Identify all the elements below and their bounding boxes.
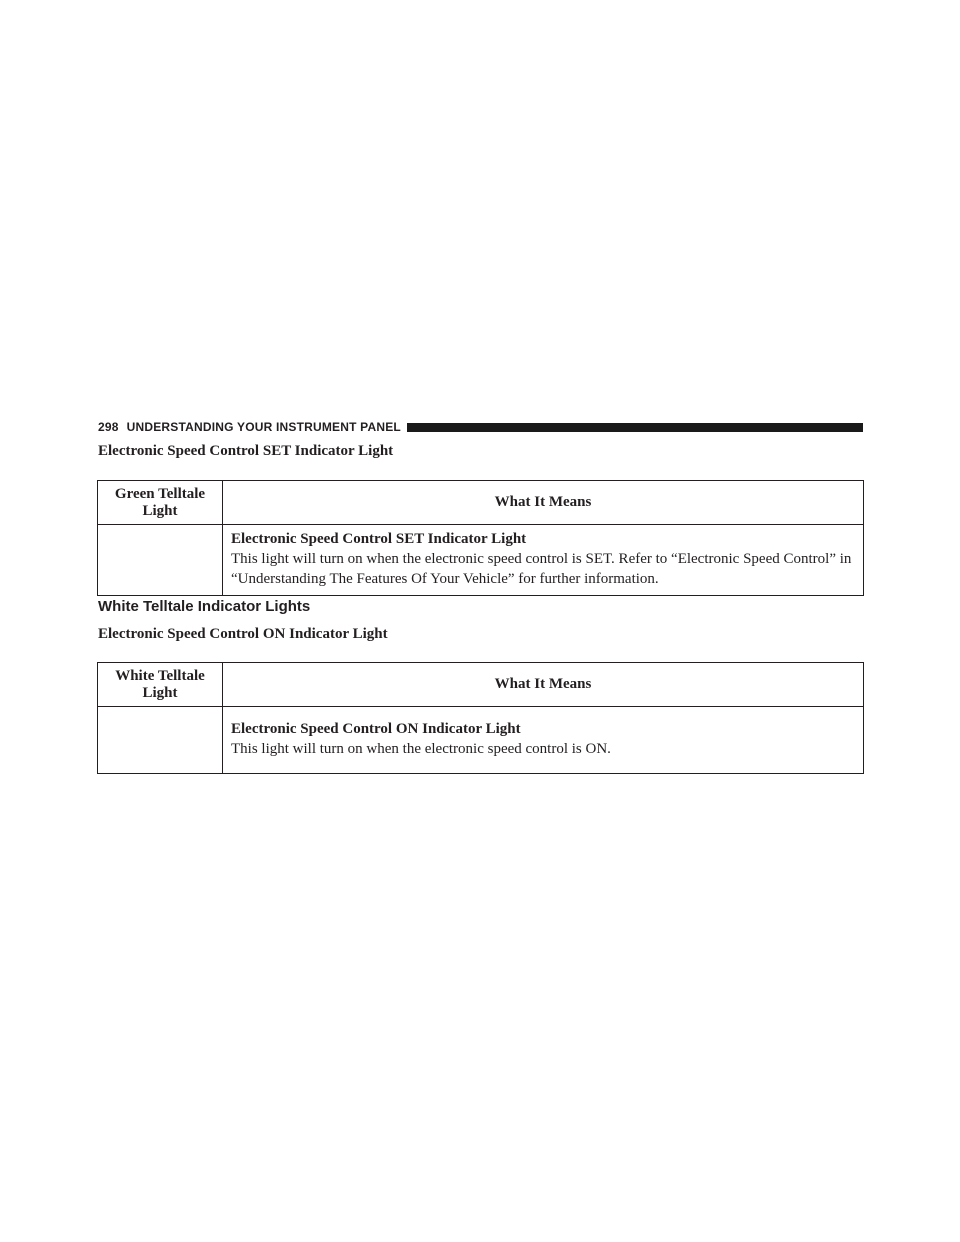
column-header-meaning: What It Means — [223, 481, 864, 525]
table-row — [98, 707, 864, 774]
column-header-telltale: White Telltale Light — [98, 663, 223, 707]
column-header-telltale: Green Telltale Light — [98, 481, 223, 525]
green-telltale-table — [97, 480, 864, 596]
white-telltale-heading: White Telltale Indicator Lights — [98, 598, 311, 615]
telltale-symbol-cell — [98, 525, 223, 596]
header-rule — [407, 423, 863, 432]
table-header-row — [98, 481, 864, 525]
row-title: Electronic Speed Control ON Indicator Light — [231, 721, 521, 737]
row-description: This light will turn on when the electronic speed control is SET. Refer to “Electronic Speed Control” in “Understanding The Features Of Your Vehicle” for further information. — [231, 551, 852, 587]
meaning-cell — [223, 707, 864, 774]
white-telltale-table — [97, 662, 864, 774]
meaning-cell — [223, 525, 864, 596]
section-title-set-indicator: Electronic Speed Control SET Indicator Light — [98, 443, 394, 459]
row-description: This light will turn on when the electronic speed control is ON. — [231, 741, 611, 757]
row-title: Electronic Speed Control SET Indicator Light — [231, 531, 527, 547]
chapter-title: UNDERSTANDING YOUR INSTRUMENT PANEL — [126, 420, 401, 434]
page-header — [98, 419, 863, 435]
table-header-row — [98, 663, 864, 707]
page-number: 298 — [98, 420, 119, 434]
column-header-meaning: What It Means — [223, 663, 864, 707]
table-row — [98, 525, 864, 596]
section-title-on-indicator: Electronic Speed Control ON Indicator Light — [98, 626, 388, 642]
telltale-symbol-cell — [98, 707, 223, 774]
